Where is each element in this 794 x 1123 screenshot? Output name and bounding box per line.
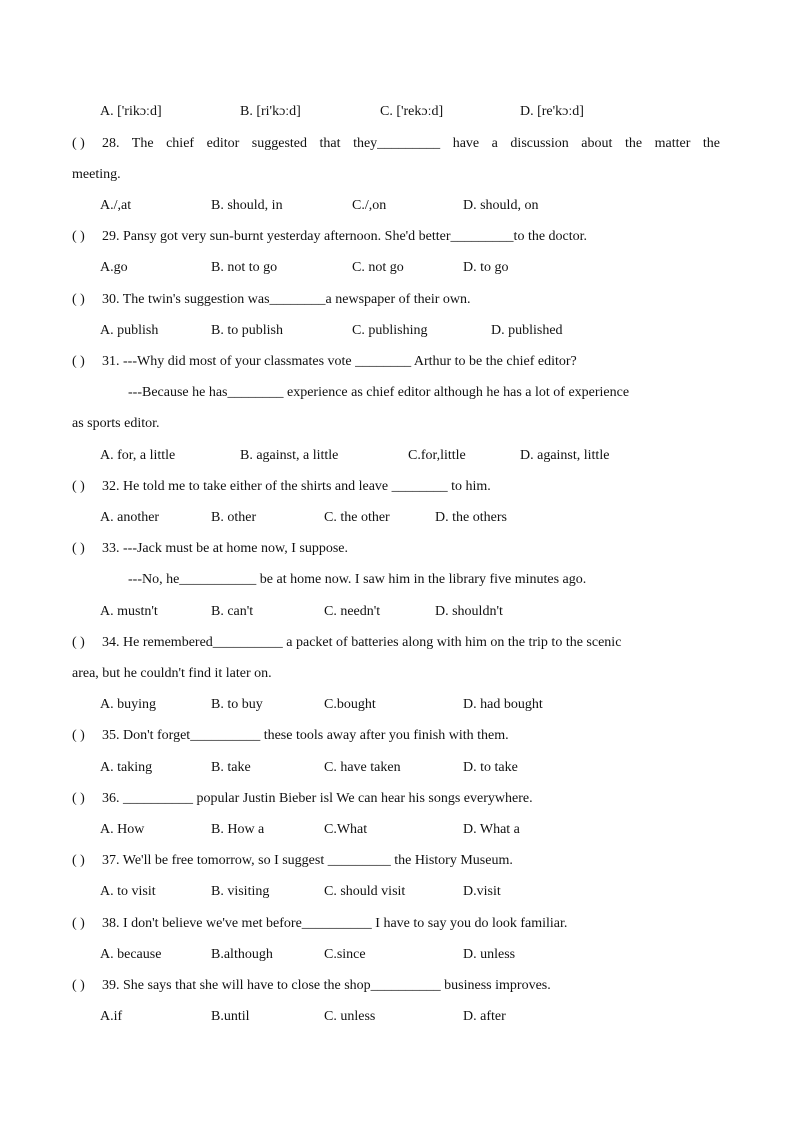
dialogue-reply-continued: as sports editor. [72,416,160,431]
option-b: B. can't [211,604,254,619]
answer-blank[interactable]: ( ) [72,479,85,494]
question-stem: 32. He told me to take either of the shirts and leave ________ to him. [102,479,491,494]
answer-blank[interactable]: ( ) [72,229,85,244]
option-c: C.for,little [408,448,466,463]
option-a: A. mustn't [100,604,158,619]
option-a: A. How [100,822,145,837]
option-c: C. ['rekɔːd] [380,104,444,119]
option-a: A.if [100,1009,123,1024]
option-c: C./,on [352,198,387,213]
answer-blank[interactable]: ( ) [72,916,85,931]
question-stem: 33. ---Jack must be at home now, I suppose. [102,541,348,556]
option-c: C.since [324,947,366,962]
option-a: A./,at [100,198,132,213]
option-a: A. buying [100,697,156,712]
option-b: B. visiting [211,884,270,899]
option-c: C. unless [324,1009,376,1024]
option-b: B. How a [211,822,265,837]
dialogue-reply: ---Because he has________ experience as chief editor although he has a lot of experience [128,385,630,400]
option-c: C. publishing [352,323,428,338]
option-b: B.until [211,1009,250,1024]
option-c: C.What [324,822,368,837]
answer-blank[interactable]: ( ) [72,635,85,650]
question-stem: 35. Don't forget__________ these tools away after you finish with them. [102,728,509,743]
option-b: B. take [211,760,251,775]
option-d: D. after [463,1009,506,1024]
question-stem: 30. The twin's suggestion was________a newspaper of their own. [102,292,471,307]
question-stem: 34. He remembered__________ a packet of batteries along with him on the trip to the scenic [102,635,622,650]
option-a: A. ['rikɔːd] [100,104,162,119]
option-a: A. another [100,510,160,525]
option-d: D. had bought [463,697,543,712]
option-a: A. because [100,947,162,962]
option-b: B. should, in [211,198,283,213]
dialogue-reply: ---No, he___________ be at home now. I saw him in the library five minutes ago. [128,572,587,587]
option-b: B. other [211,510,257,525]
question-stem-continued: meeting. [72,167,121,182]
question-stem: 38. I don't believe we've met before__________ I have to say you do look familiar. [102,916,568,931]
question-stem: 28. The chief editor suggested that they_________ have a discussion about the matter the [102,136,720,151]
option-b: B. not to go [211,260,278,275]
answer-blank[interactable]: ( ) [72,292,85,307]
option-a: A.go [100,260,128,275]
option-b: B. against, a little [240,448,339,463]
option-d: D. against, little [520,448,610,463]
question-stem: 39. She says that she will have to close the shop__________ business improves. [102,978,551,993]
option-d: D. shouldn't [435,604,503,619]
answer-blank[interactable]: ( ) [72,354,85,369]
option-a: A. taking [100,760,153,775]
option-c: C. needn't [324,604,381,619]
option-d: D. should, on [463,198,539,213]
option-d: D. [re'kɔːd] [520,104,584,119]
option-d: D. to go [463,260,509,275]
question-stem: 36. __________ popular Justin Bieber isl We can hear his songs everywhere. [102,791,533,806]
question-stem-continued: area, but he couldn't find it later on. [72,666,272,681]
option-a: A. publish [100,323,159,338]
option-c: C. not go [352,260,404,275]
option-d: D. to take [463,760,518,775]
answer-blank[interactable]: ( ) [72,541,85,556]
option-b: B. to buy [211,697,263,712]
option-c: C. have taken [324,760,401,775]
option-c: C. the other [324,510,390,525]
answer-blank[interactable]: ( ) [72,978,85,993]
option-b: B.although [211,947,273,962]
answer-blank[interactable]: ( ) [72,136,85,151]
question-stem: 29. Pansy got very sun-burnt yesterday afternoon. She'd better_________to the doctor. [102,229,588,244]
answer-blank[interactable]: ( ) [72,791,85,806]
option-d: D.visit [463,884,501,899]
question-stem: 31. ---Why did most of your classmates vote ________ Arthur to be the chief editor? [102,354,577,369]
option-d: D. What a [463,822,520,837]
option-d: D. unless [463,947,516,962]
option-a: A. for, a little [100,448,176,463]
option-d: D. the others [435,510,507,525]
answer-blank[interactable]: ( ) [72,853,85,868]
question-stem: 37. We'll be free tomorrow, so I suggest _________ the History Museum. [102,853,513,868]
option-a: A. to visit [100,884,156,899]
option-c: C. should visit [324,884,406,899]
option-c: C.bought [324,697,376,712]
option-d: D. published [491,323,563,338]
option-b: B. to publish [211,323,283,338]
answer-blank[interactable]: ( ) [72,728,85,743]
option-b: B. [ri'kɔːd] [240,104,301,119]
